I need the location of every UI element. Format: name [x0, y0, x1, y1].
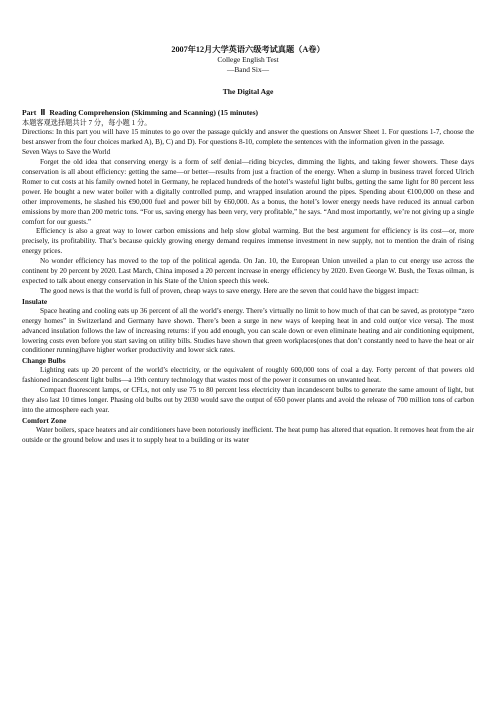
part-heading [22, 108, 474, 119]
part-numeral: Ⅱ [40, 108, 46, 117]
exam-band: —Band Six— [226, 65, 270, 74]
section-heading-comfort-zone: Comfort Zone [22, 415, 67, 425]
part-label: Part [22, 108, 37, 117]
paragraph-1: Forget the old idea that conserving energy is a form of self denial—riding bicycles, dimming the lights, and taking fewer showers. These days conservation is all about efficiency: getting the same—or better—results from just a fraction of the energy. When a slump in business travel forced Ulrich Romer to cut costs at his family owned hotel in Germany, he replaced hundreds of the hotel’s wasteful light bulbs, getting the same light for 80 percent less power. He bought a new water boiler with a digitally controlled pump, and wrapped insulation around the pipes. Spending about €100,000 on these and other improvements, he slashed his €90,000 fuel and power bill by €60,000. As a bonus, the hotel’s lower energy needs have reduced its annual carbon emissions by more than 200 metric tons. “For us, saving energy has been very, very profitable,” he says. “And most importantly, we’re not giving up a single comfort for our guests.” [22, 158, 474, 226]
section-bulbs-paragraph-2: Compact fluorescent lamps, or CFLs, not only use 75 to 80 percent less electricity than incandescent bulbs to generate the same amount of light, but they also last 10 times longer. Phasing old bulbs out by 2030 would save the output of 650 power plants and avoid the release of 700 million tons of carbon into the atmosphere each year. [22, 386, 474, 414]
paragraph-2: Efficiency is also a great way to lower carbon emissions and help slow global warming. But the best argument for efficiency is its cost—or, more precisely, its profitability. That’s because quickly growing energy demand requires immense investment in new supply, not to mention the drain of rising energy prices. [22, 227, 474, 256]
directions: Directions: In this part you will have 15 minutes to go over the passage quickly and answer the questions on Answer Sheet 1. For questions 1-7, choose the best answer from the four choices marked A), B), C) and D). For questions 8-10, complete the sentences with the information given in the passage. [22, 128, 474, 147]
article-title: The Digital Age [222, 87, 274, 96]
note-chinese: 本题客观选择题共计 7 分，每小题 1 分。 [22, 118, 152, 127]
section-bulbs-paragraph-1: Lighting eats up 20 percent of the world’s electricity, or the equivalent of roughly 600,000 tons of coal a day. Forty percent of that powers old fashioned incandescent light bulbs—a 19th century technology that wastes most of the power it consumes on unwanted heat. [22, 366, 474, 385]
exam-subtitle: College English Test [217, 55, 279, 64]
section-heading-insulate: Insulate [22, 296, 48, 306]
paragraph-4: The good news is that the world is full of proven, cheap ways to save energy. Here are the seven that could have the biggest impact: [40, 286, 419, 295]
section-comfort-paragraph: Water boilers, space heaters and air conditioners have been notoriously inefficient. The heat pump has altered that equation. It removes heat from the air outside or the ground below and uses it to supply heat to a building or its water [22, 425, 474, 444]
paragraph-3: No wonder efficiency has moved to the top of the political agenda. On Jan. 10, the European Union unveiled a plan to cut energy use across the continent by 20 percent by 2020. Last March, China imposed a 20 percent increase in energy efficiency by 2020. Even George W. Bush, the Texas oilman, is expected to talk about energy conservation in his State of the Union speech this week. [22, 257, 474, 285]
passage-title: Seven Ways to Save the World [22, 148, 111, 157]
exam-title: 2007年12月大学英语六级考试真题（A卷） [171, 45, 325, 54]
section-heading-change-bulbs: Change Bulbs [22, 356, 66, 366]
part-name: Reading Comprehension (Skimming and Scanning) (15 minutes) [49, 108, 259, 117]
section-insulate-paragraph: Space heating and cooling eats up 36 percent of all the world’s energy. There’s virtually no limit to how much of that can be saved, as prototype “zero energy homes” in Switzerland and Germany have shown. There’s been a surge in new ways of keeping heat in and cold out(or vice versa). The most advanced insulation follows the law of increasing returns: if you add enough, you can scale down or even eliminate heating and air conditioning equipment, lowering costs even before you start saving on utility bills. Studies have shown that green workplaces(ones that don’t constantly need to have the heat or air conditioner running)have higher worker productivity and lower sick rates. [22, 306, 474, 355]
